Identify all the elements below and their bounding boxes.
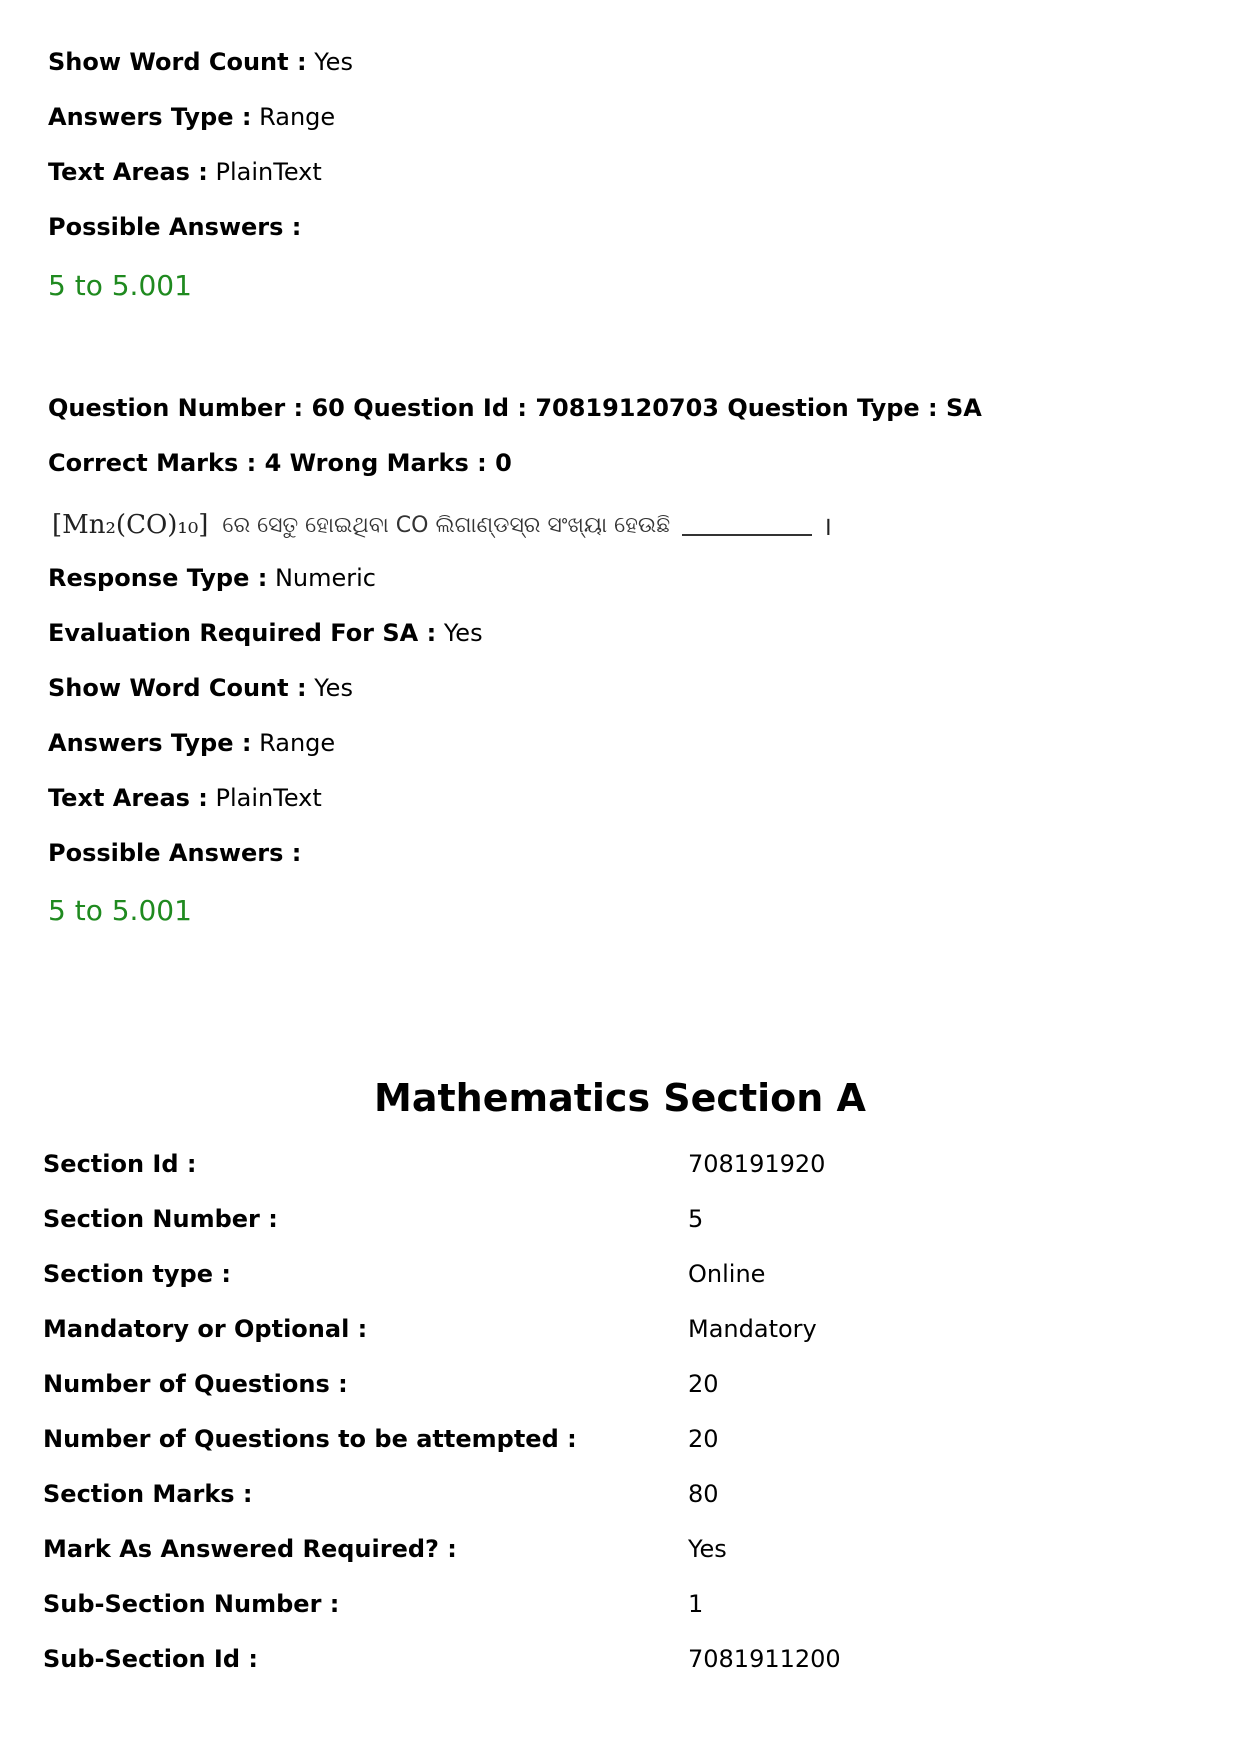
section-row-value: 80 (688, 1480, 719, 1508)
field-label: Text Areas : (48, 784, 208, 812)
field-label: Evaluation Required For SA : (48, 619, 437, 647)
question-end-mark: । (822, 512, 833, 542)
section-row-label: Section type : (43, 1260, 231, 1288)
section-row-label: Mandatory or Optional : (43, 1315, 368, 1343)
section-row-value: 7081911200 (688, 1645, 841, 1673)
section-row-value: 5 (688, 1205, 704, 1233)
section-row-label: Sub-Section Id : (43, 1645, 258, 1673)
section-row-label: Number of Questions to be attempted : (43, 1425, 577, 1453)
field-label: Text Areas : (48, 158, 208, 186)
response-type-row (48, 563, 376, 593)
evaluation-required-row (48, 618, 483, 648)
possible-answer-value: 5 to 5.001 (48, 894, 192, 927)
section-row-label: Mark As Answered Required? : (43, 1535, 457, 1563)
section-row-value: 20 (688, 1425, 719, 1453)
section-row-value: Yes (688, 1535, 727, 1563)
field-label: Response Type : (48, 564, 268, 592)
section-row-label: Number of Questions : (43, 1370, 348, 1398)
question-text (52, 505, 832, 545)
field-label: Answers Type : (48, 729, 252, 757)
section-row-value: 1 (688, 1590, 704, 1618)
section-title: Mathematics Section A (374, 1076, 866, 1120)
field-label: Answers Type : (48, 103, 252, 131)
section-row-value: 20 (688, 1370, 719, 1398)
question-oriya-text: ରେ ସେତୁ ହୋଇଥିବା CO ଲିଗାଣ୍ଡସ୍‌ର ସଂଖ୍ୟା ହେଉଛି (222, 512, 671, 538)
answer-blank (682, 514, 812, 536)
field-value: Yes (314, 48, 353, 76)
field-value: PlainText (215, 158, 322, 186)
text-areas-row (48, 157, 322, 187)
field-label: Show Word Count : (48, 674, 307, 702)
section-row-label: Sub-Section Number : (43, 1590, 340, 1618)
field-value: Numeric (274, 564, 376, 592)
show-word-count-row (48, 673, 353, 703)
possible-answers-row (48, 212, 301, 242)
field-value: Range (259, 729, 336, 757)
possible-answers-row (48, 838, 301, 868)
section-row-value: Mandatory (688, 1315, 817, 1343)
field-value: Yes (314, 674, 353, 702)
question-formula: [Mn₂(CO)₁₀] (52, 510, 209, 540)
text-areas-row (48, 783, 322, 813)
question-header: Question Number : 60 Question Id : 70819120703 Question Type : SA (48, 394, 982, 422)
field-label: Show Word Count : (48, 48, 307, 76)
answers-type-row (48, 728, 335, 758)
show-word-count-row (48, 47, 353, 77)
section-row-label: Section Number : (43, 1205, 278, 1233)
field-value: PlainText (215, 784, 322, 812)
question-marks: Correct Marks : 4 Wrong Marks : 0 (48, 449, 512, 477)
possible-answer-value: 5 to 5.001 (48, 269, 192, 302)
answers-type-row (48, 102, 335, 132)
field-label: Possible Answers : (48, 213, 302, 241)
field-label: Possible Answers : (48, 839, 302, 867)
section-row-value: 708191920 (688, 1150, 826, 1178)
section-row-value: Online (688, 1260, 766, 1288)
field-value: Range (259, 103, 336, 131)
section-row-label: Section Id : (43, 1150, 197, 1178)
field-value: Yes (443, 619, 483, 647)
section-row-label: Section Marks : (43, 1480, 253, 1508)
